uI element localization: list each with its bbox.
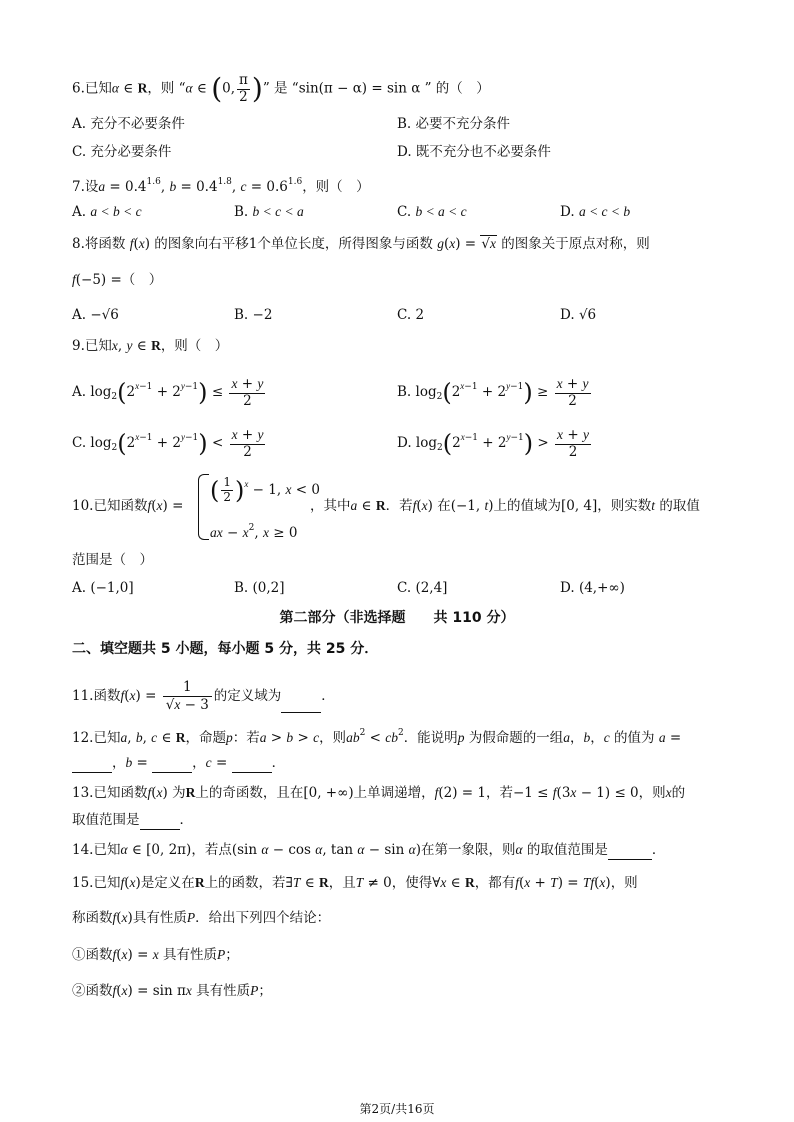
section-two-heading: 二、填空题共 5 小题，每小题 5 分，共 25 分． bbox=[72, 641, 379, 657]
q8-stem-cont: f(−5) =（ ） bbox=[72, 272, 163, 288]
q10-stem-rest: ，其中a ∈ R．若f(x) 在(−1, t)上的值域为[0, 4]，则实数t 的取值 bbox=[310, 498, 700, 514]
q12-c-blank[interactable] bbox=[232, 758, 272, 773]
q12-blanks: ，b = ，c = ． bbox=[72, 753, 285, 773]
q10-stem-lead: 10.已知函数f(x) = bbox=[72, 498, 184, 514]
piecewise-case-1: ( $\frac{1}{2}$ )$^x$ − 1, x < 0 bbox=[210, 475, 320, 505]
q15-conclusion-2: ②函数f(x) = sin πx 具有性质P； bbox=[72, 983, 272, 999]
q9-option-b: B. $\log_2(2^{x-1} + 2^{y-1})$ ≥ $\frac{x + y}{2}$ bbox=[397, 376, 589, 409]
q11-stem: 11.函数f(x) = $\frac{1}{√x - 3}$ 的定义域为 ． bbox=[72, 679, 335, 713]
q12-a-blank[interactable] bbox=[72, 758, 112, 773]
q8-option-a: A. −√6 bbox=[72, 307, 119, 323]
q12-stem: 12.已知a, b, c ∈ R，命题p：若a > b > c，则$ab^2 < cb^2$．能说明p 为假命题的一组a，b，c 的值为 a = bbox=[72, 728, 682, 746]
q15-stem: 15.已知f(x)是定义在R上的函数，若∃T ∈ R，且T ≠ 0，使得∀x ∈ R，都有f(x + T) = Tf(x)，则 bbox=[72, 875, 638, 891]
q6-stem: 6.已知α ∈ R，则 “α ∈ (0, $\frac{\pi}{2}$ )” 是 “sin(π − α) = sin α ” 的（ ） bbox=[72, 72, 490, 106]
q11-answer-blank[interactable] bbox=[281, 698, 321, 713]
part-two-heading: 第二部分（非选择题 共 110 分） bbox=[279, 610, 515, 626]
q13-stem: 13.已知函数f(x) 为R上的奇函数，且在[0, +∞)上单调递增，f(2) = 1，若−1 ≤ f(3x − 1) ≤ 0，则x的 bbox=[72, 785, 686, 801]
q10-stem-cont: 范围是（ ） bbox=[72, 552, 153, 568]
q7-option-a: A. a < b < c bbox=[72, 204, 142, 220]
q9-option-a: A. $\log_2(2^{x-1} + 2^{y-1})$ ≤ $\frac{x + y}{2}$ bbox=[72, 376, 264, 409]
q8-option-c: C. 2 bbox=[397, 307, 425, 323]
page-number: 第2页/共16页 bbox=[359, 1102, 435, 1116]
q13-answer-blank[interactable] bbox=[140, 815, 180, 830]
q13-stem-cont: 取值范围是 ． bbox=[72, 812, 193, 828]
q9-option-d: D. $\log_2(2^{x-1} + 2^{y-1})$ > $\frac{x + y}{2}$ bbox=[397, 427, 589, 460]
q10-option-d: D. (4,+∞) bbox=[560, 580, 625, 596]
q6-option-b: B. 必要不充分条件 bbox=[397, 116, 511, 132]
q7-stem: 7.设$a = 0.4^{1.6}$, $b = 0.4^{1.8}$, $c = 0.6^{1.6}$，则（ ） bbox=[72, 177, 370, 195]
q6-option-c: C. 充分必要条件 bbox=[72, 144, 172, 160]
q10-option-c: C. (2,4] bbox=[397, 580, 448, 596]
q10-option-b: B. (0,2] bbox=[234, 580, 285, 596]
q7-option-d: D. a < c < b bbox=[560, 204, 631, 220]
q15-conclusion-1: ①函数f(x) = x 具有性质P； bbox=[72, 947, 239, 963]
q8-option-b: B. −2 bbox=[234, 307, 273, 323]
q10-option-a: A. (−1,0] bbox=[72, 580, 134, 596]
q7-option-b: B. b < c < a bbox=[234, 204, 304, 220]
piecewise-brace bbox=[198, 474, 209, 540]
q8-stem: 8.将函数 f(x) 的图象向右平移1个单位长度，所得图象与函数 g(x) = √x 的图象关于原点对称，则 bbox=[72, 236, 650, 252]
q7-option-c: C. b < a < c bbox=[397, 204, 467, 220]
q9-stem: 9.已知x, y ∈ R，则（ ） bbox=[72, 338, 229, 354]
q6-option-d: D. 既不充分也不必要条件 bbox=[397, 144, 551, 160]
q9-option-c: C. $\log_2(2^{x-1} + 2^{y-1})$ < $\frac{x + y}{2}$ bbox=[72, 427, 264, 460]
q6-option-a: A. 充分不必要条件 bbox=[72, 116, 185, 132]
piecewise-case-2: ax − $x^2$, x ≥ 0 bbox=[210, 523, 298, 541]
q15-stem-cont: 称函数f(x)具有性质P．给出下列四个结论： bbox=[72, 910, 331, 926]
q8-option-d: D. √6 bbox=[560, 307, 597, 323]
q14-stem: 14.已知α ∈ [0, 2π)，若点(sin α − cos α, tan α − sin α)在第一象限，则α 的取值范围是 ． bbox=[72, 842, 666, 858]
q12-b-blank[interactable] bbox=[152, 758, 192, 773]
q14-answer-blank[interactable] bbox=[608, 845, 652, 860]
